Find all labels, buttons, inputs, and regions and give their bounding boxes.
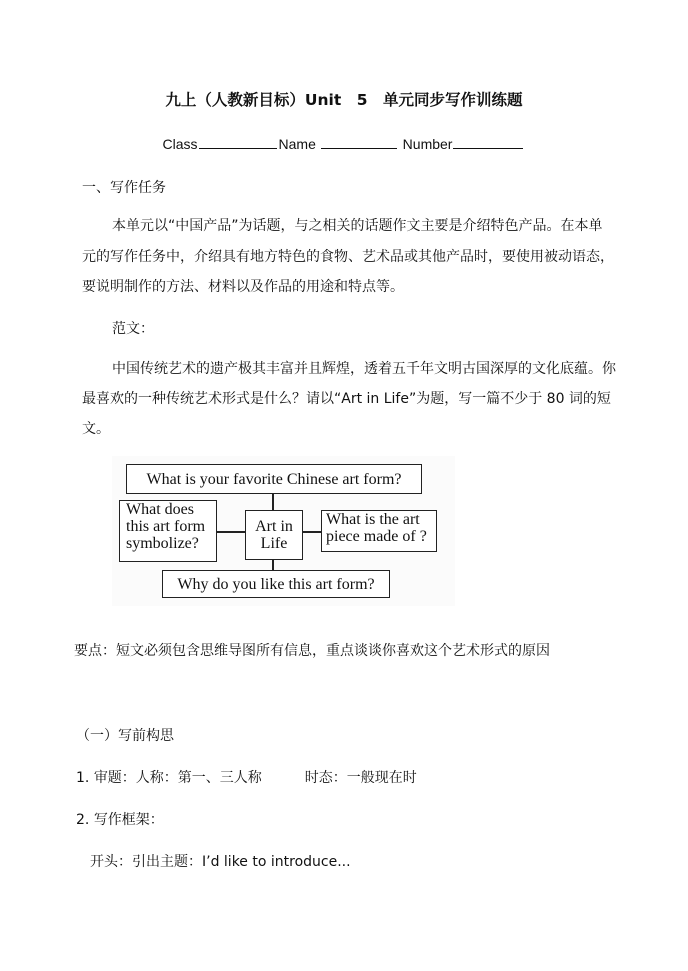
connector-left-horizontal <box>217 531 245 533</box>
mindmap-left-text-1: What does <box>126 501 194 518</box>
class-name-number-line <box>0 134 688 152</box>
item1-text: 审题：人称：第一、三人称 <box>93 770 262 786</box>
item1-number: 1. <box>76 770 90 786</box>
item1-tense: 时态：一般现在时 <box>304 770 417 786</box>
sample-label: 范文： <box>112 321 154 337</box>
prompt-paragraph-line1: 中国传统艺术的遗产极其丰富并且辉煌，透着五千年文明古国深厚的文化底蕴。你 <box>112 361 616 377</box>
connector-top-vertical <box>272 494 274 510</box>
class-blank[interactable] <box>199 134 277 149</box>
mindmap-left-text-2: this art form <box>126 518 206 535</box>
key-points: 要点：短文必须包含思维导图所有信息，重点谈谈你喜欢这个艺术形式的原因 <box>74 643 550 659</box>
mind-map <box>112 456 455 606</box>
section2-heading: （一）写前构思 <box>76 728 174 744</box>
opening-line: 开头：引出主题：I’d like to introduce... <box>90 854 351 870</box>
mindmap-right-text-1: What is the art <box>326 511 420 528</box>
task-paragraph-line3: 要说明制作的方法、材料以及作品的用途和特点等。 <box>82 279 404 295</box>
item1 <box>76 767 417 787</box>
prompt-paragraph-line3: 文。 <box>82 421 110 437</box>
item2 <box>76 809 164 829</box>
mindmap-center-box <box>245 510 303 560</box>
section1-heading: 一、写作任务 <box>82 180 166 196</box>
task-paragraph-line1: 本单元以“中国产品”为话题，与之相关的话题作文主要是介绍特色产品。在本单 <box>112 218 603 234</box>
page-title: 九上（人教新目标）Unit 5 单元同步写作训练题 <box>165 91 523 109</box>
number-blank[interactable] <box>453 134 523 149</box>
mindmap-top-box <box>126 464 422 494</box>
mindmap-center-text-1: Art in <box>255 518 293 535</box>
mindmap-right-box <box>321 510 437 552</box>
class-label: Class <box>162 136 198 152</box>
mindmap-bottom-text: Why do you like this art form? <box>177 575 375 593</box>
item2-number: 2. <box>76 812 90 828</box>
name-blank[interactable] <box>321 134 397 149</box>
mindmap-top-text: What is your favorite Chinese art form? <box>146 470 402 488</box>
mindmap-bottom-box <box>162 570 390 598</box>
item2-text: 写作框架： <box>93 812 164 828</box>
number-label: Number <box>402 136 453 152</box>
connector-right-horizontal <box>303 531 321 533</box>
name-label: Name <box>278 136 316 152</box>
task-paragraph-line2: 元的写作任务中，介绍具有地方特色的食物、艺术品或其他产品时，要使用被动语态， <box>82 249 614 265</box>
mindmap-left-text-3: symbolize? <box>126 535 199 552</box>
mindmap-left-box <box>119 500 217 562</box>
mindmap-right-text-2: piece made of ? <box>326 528 427 545</box>
mindmap-center-text-2: Life <box>260 535 288 552</box>
prompt-paragraph-line2: 最喜欢的一种传统艺术形式是什么？请以“Art in Life”为题，写一篇不少于 80 词的短 <box>82 391 611 407</box>
